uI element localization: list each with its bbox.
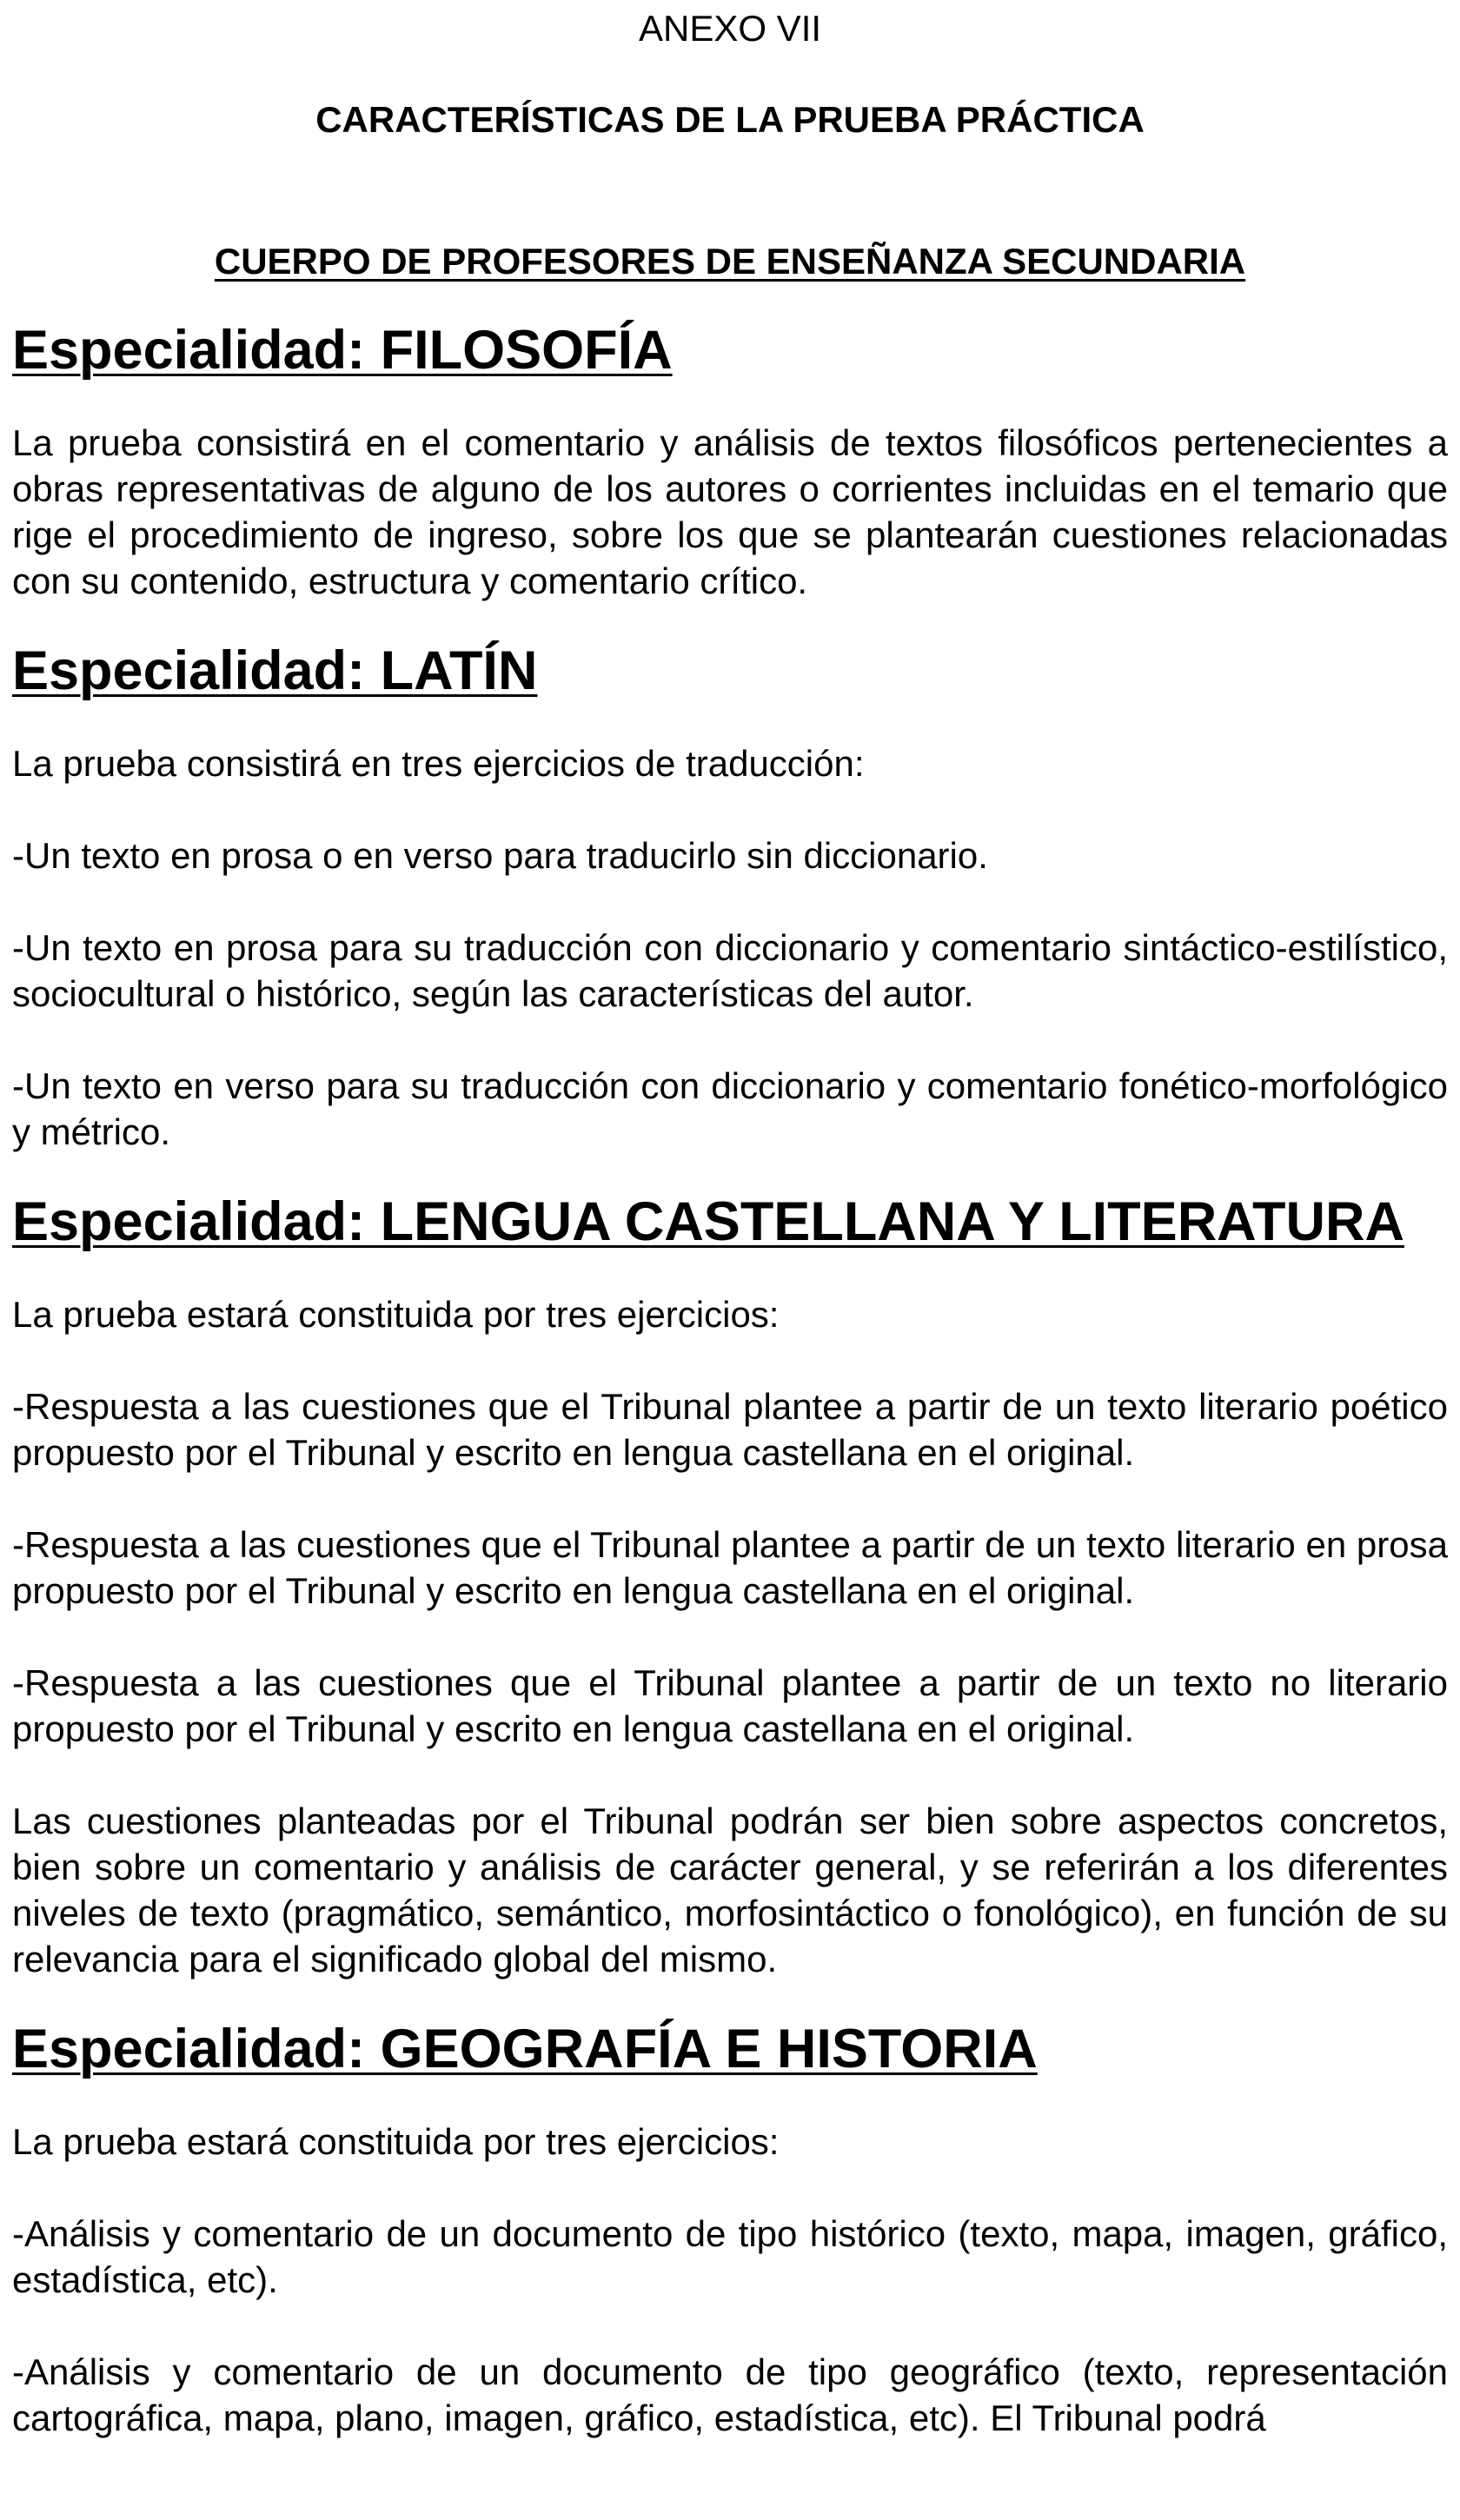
latin-item-1: -Un texto en prosa o en verso para traducirlo sin diccionario. — [12, 835, 988, 876]
lengua-item-1: -Respuesta a las cuestiones que el Tribunal plantee a partir de un texto literario poético propuesto por el Tribunal y escrito en lengua castellana en el original. — [12, 1386, 1448, 1473]
filosofia-paragraph: La prueba consistirá en el comentario y análisis de textos filosóficos pertenecientes a obras representativas de alguno de los autores o corrientes incluidas en el temario que rige el procedimiento de ingreso, sobre los que se plantearán cuestiones relacionadas con su contenido, estructura y comentario crítico. — [12, 422, 1448, 601]
lengua-item-2: -Respuesta a las cuestiones que el Tribunal plantee a partir de un texto literario en prosa propuesto por el Tribunal y escrito en lengua castellana en el original. — [12, 1524, 1448, 1611]
document-page — [12, 0, 1448, 2441]
latin-item-3: -Un texto en verso para su traducción con diccionario y comentario fonético-morfológico y métrico. — [12, 1065, 1448, 1152]
section-filosofia — [12, 320, 1448, 604]
section-heading-filosofia: Especialidad: FILOSOFÍA — [12, 320, 673, 381]
lengua-intro: La prueba estará constituida por tres ejercicios: — [12, 1294, 780, 1335]
section-heading-lengua: Especialidad: LENGUA CASTELLANA Y LITERATURA — [12, 1191, 1404, 1252]
geografia-intro: La prueba estará constituida por tres ejercicios: — [12, 2121, 780, 2162]
section-heading-latin: Especialidad: LATÍN — [12, 640, 538, 701]
lengua-item-3: -Respuesta a las cuestiones que el Tribunal plantee a partir de un texto no literario propuesto por el Tribunal y escrito en lengua castellana en el original. — [12, 1662, 1448, 1749]
geografia-item-1: -Análisis y comentario de un documento de tipo histórico (texto, mapa, imagen, gráfico, estadística, etc). — [12, 2213, 1448, 2300]
lengua-closing: Las cuestiones planteadas por el Tribunal podrán ser bien sobre aspectos concretos, bien sobre un comentario y análisis de carácter general, y se referirán a los diferentes niveles de texto (pragmático, semántico, morfosintáctico o fonológico), en función de su relevancia para el significado global del mismo. — [12, 1800, 1448, 1980]
teaching-body-heading: CUERPO DE PROFESORES DE ENSEÑANZA SECUNDARIA — [214, 241, 1246, 282]
section-heading-geografia: Especialidad: GEOGRAFÍA E HISTORIA — [12, 2019, 1038, 2079]
section-geografia — [12, 2019, 1448, 2441]
latin-intro: La prueba consistirá en tres ejercicios de traducción: — [12, 743, 865, 784]
section-latin — [12, 640, 1448, 1155]
section-lengua — [12, 1191, 1448, 1982]
latin-item-2: -Un texto en prosa para su traducción con diccionario y comentario sintáctico-estilístico, sociocultural o histórico, según las características del autor. — [12, 927, 1448, 1014]
document-title: CARACTERÍSTICAS DE LA PRUEBA PRÁCTICA — [315, 99, 1145, 140]
annex-number: ANEXO VII — [638, 8, 822, 49]
geografia-item-2: -Análisis y comentario de un documento de tipo geográfico (texto, representación cartográfica, mapa, plano, imagen, gráfico, estadística, etc). El Tribunal podrá — [12, 2351, 1448, 2438]
